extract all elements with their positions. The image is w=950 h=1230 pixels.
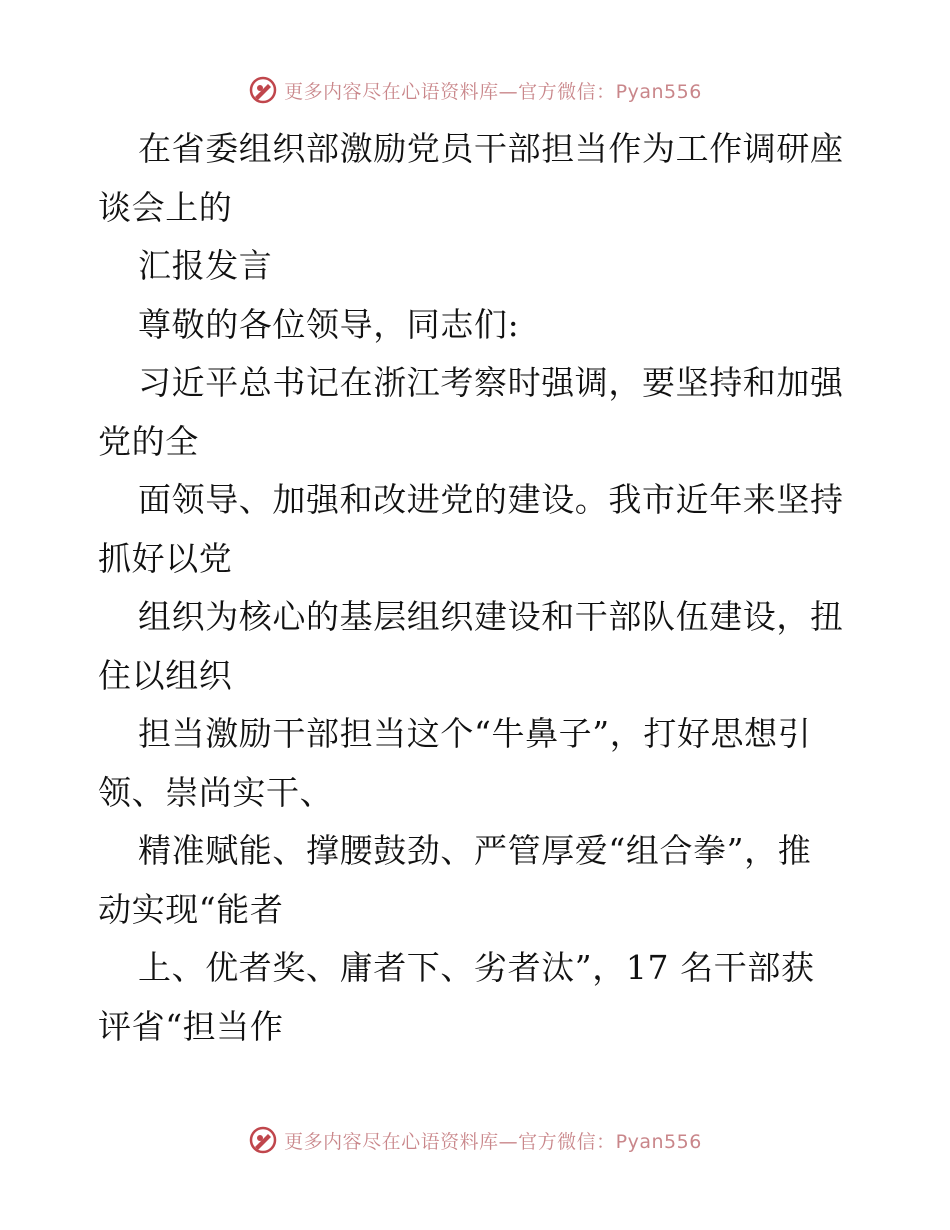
text-line: 党的全 bbox=[98, 421, 199, 461]
document-body bbox=[98, 120, 858, 1056]
pen-logo-icon bbox=[248, 1125, 278, 1155]
text-line: 在省委组织部激励党员干部担当作为工作调研座 bbox=[138, 129, 844, 168]
header-watermark bbox=[0, 73, 950, 107]
footer-watermark bbox=[0, 1123, 950, 1157]
watermark-text: 更多内容尽在心语资料库—官方微信：Pyan556 bbox=[284, 1130, 702, 1153]
text-line: 精准赋能、撑腰鼓劲、严管厚爱“组合拳”，推 bbox=[138, 831, 812, 870]
text-line: 住以组织 bbox=[98, 655, 233, 695]
text-line: 组织为核心的基层组织建设和干部队伍建设，扭 bbox=[138, 597, 844, 636]
text-line: 面领导、加强和改进党的建设。我市近年来坚持 bbox=[138, 480, 844, 519]
watermark-text: 更多内容尽在心语资料库—官方微信：Pyan556 bbox=[284, 80, 702, 103]
text-line: 习近平总书记在浙江考察时强调，要坚持和加强 bbox=[138, 363, 844, 402]
text-line: 领、崇尚实干、 bbox=[98, 772, 334, 812]
text-line: 抓好以党 bbox=[98, 538, 233, 578]
text-line: 谈会上的 bbox=[98, 187, 233, 227]
text-line: 担当激励干部担当这个“牛鼻子”，打好思想引 bbox=[138, 714, 812, 753]
text-line: 汇报发言 bbox=[138, 246, 273, 285]
text-line: 尊敬的各位领导，同志们: bbox=[138, 304, 520, 344]
text-line: 评省“担当作 bbox=[98, 1006, 284, 1046]
pen-logo-icon bbox=[248, 75, 278, 105]
text-line: 上、优者奖、庸者下、劣者汰”，17 名干部获 bbox=[138, 948, 815, 987]
text-line: 动实现“能者 bbox=[98, 889, 284, 929]
